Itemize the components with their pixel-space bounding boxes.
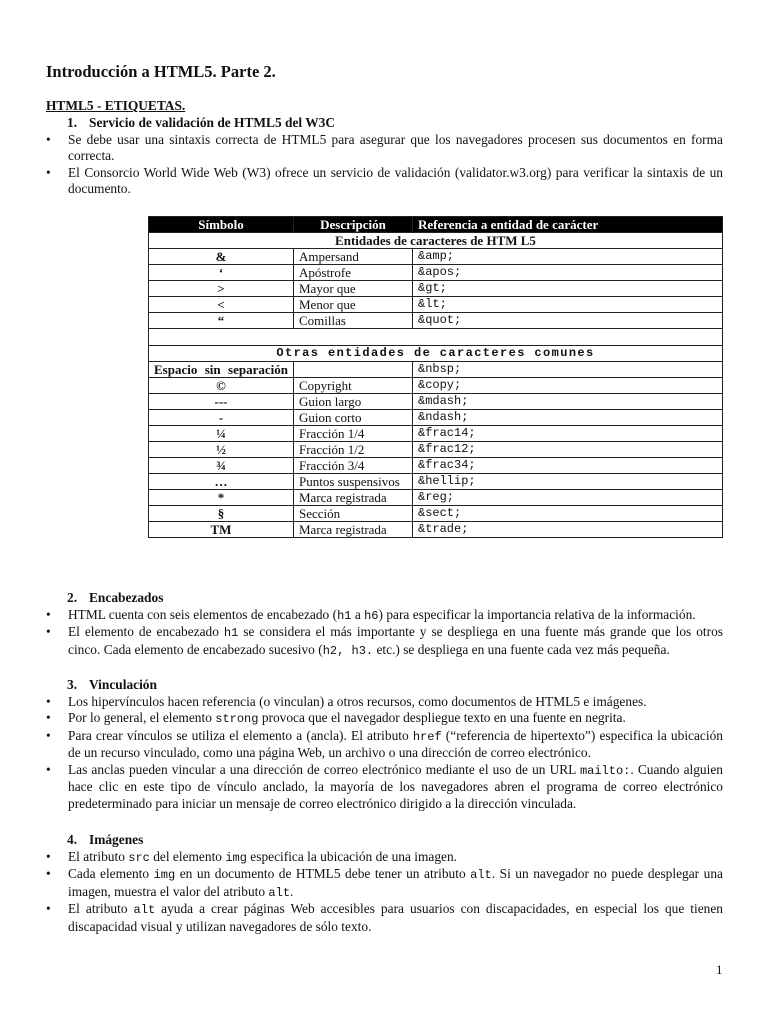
section-heading: 4. Imágenes	[67, 832, 144, 847]
list-item: • Para crear vínculos se utiliza el elemento a (ancla). El atributo href (“referencia de hipertexto”) especifica la ubicación de un recurso vinculado, como una página Web, un archivo o una dirección de correo electrónico.	[46, 728, 723, 762]
table-row: - Guion corto &ndash;	[149, 410, 723, 426]
list-item: • HTML cuenta con seis elementos de encabezado (h1 a h6) para especificar la importancia relativa de la información.	[46, 607, 723, 625]
header-description: Descripción	[294, 217, 413, 233]
table-spacer-row	[149, 329, 723, 346]
table-row: ‘ Apóstrofe &apos;	[149, 265, 723, 281]
header-reference: Referencia a entidad de carácter	[413, 217, 723, 233]
table-row: … Puntos suspensivos &hellip;	[149, 474, 723, 490]
table-row: & Ampersand &amp;	[149, 249, 723, 265]
section-images	[46, 832, 723, 935]
bullet-list	[46, 849, 723, 936]
list-item: • Cada elemento img en un documento de HTML5 debe tener un atributo alt. Si un navegador no puede desplegar una imagen, muestra el valor del atributo alt.	[46, 866, 723, 901]
document-subtitle: HTML5 - ETIQUETAS.	[46, 98, 186, 113]
list-item: • Por lo general, el elemento strong provoca que el navegador despliegue texto en una fuente en negrita.	[46, 710, 723, 728]
table-row: --- Guion largo &mdash;	[149, 394, 723, 410]
header-symbol: Símbolo	[149, 217, 294, 233]
list-item: • El atributo src del elemento img especifica la ubicación de una imagen.	[46, 849, 723, 867]
table-row: < Menor que &lt;	[149, 297, 723, 313]
entities-table	[148, 216, 723, 538]
table-row: ¾ Fracción 3/4 &frac34;	[149, 458, 723, 474]
list-item: • El elemento de encabezado h1 se considera el más importante y se despliega en una fuente más grande que los otros cinco. Cada elemento de encabezado sucesivo (h2, h3. etc.) se despliega en una fuente cada vez más pequeña.	[46, 624, 723, 659]
table-row: TM Marca registrada &trade;	[149, 522, 723, 538]
table-row: § Sección &sect;	[149, 506, 723, 522]
section-heading: 1. Servicio de validación de HTML5 del W3C	[67, 115, 335, 130]
table-row: © Copyright &copy;	[149, 378, 723, 394]
section-validation	[46, 115, 723, 198]
document-title: Introducción a HTML5. Parte 2.	[46, 62, 276, 81]
page-number: 1	[716, 962, 723, 977]
table-row: Espacio sin separación &nbsp;	[149, 362, 723, 378]
bullet-list	[46, 132, 723, 198]
table-header-row	[149, 217, 723, 233]
section-headings	[46, 590, 723, 659]
section-heading: 2. Encabezados	[67, 590, 164, 605]
table-row: * Marca registrada &reg;	[149, 490, 723, 506]
table-row: ¼ Fracción 1/4 &frac14;	[149, 426, 723, 442]
table-group-title: Entidades de caracteres de HTM L5	[149, 233, 723, 249]
bullet-list	[46, 694, 723, 813]
section-linking	[46, 677, 723, 812]
section-heading: 3. Vinculación	[67, 677, 157, 692]
table-row: ½ Fracción 1/2 &frac12;	[149, 442, 723, 458]
table-row: > Mayor que &gt;	[149, 281, 723, 297]
list-item: • El Consorcio World Wide Web (W3) ofrece un servicio de validación (validator.w3.org) para verificar la sintaxis de un documento.	[46, 165, 723, 198]
list-item: • Se debe usar una sintaxis correcta de HTML5 para asegurar que los navegadores procesen sus documentos en forma correcta.	[46, 132, 723, 165]
list-item: • El atributo alt ayuda a crear páginas Web accesibles para usuarios con discapacidades, en especial los que tienen discapacidad visual y utilizan navegadores de sólo texto.	[46, 901, 723, 935]
bullet-list	[46, 607, 723, 660]
table-row: “ Comillas &quot;	[149, 313, 723, 329]
table-group-title: Otras entidades de caracteres comunes	[149, 346, 723, 362]
list-item: • Los hipervínculos hacen referencia (o vinculan) a otros recursos, como documentos de HTML5 e imágenes.	[46, 694, 723, 711]
list-item: • Las anclas pueden vincular a una dirección de correo electrónico mediante el uso de un URL mailto:. Cuando alguien hace clic en este tipo de vínculo anclado, la mayoría de los navegadores abren el programa de correo electrónico predeterminado para iniciar un mensaje de correo electrónico dirigido a la dirección vinculada.	[46, 762, 723, 813]
